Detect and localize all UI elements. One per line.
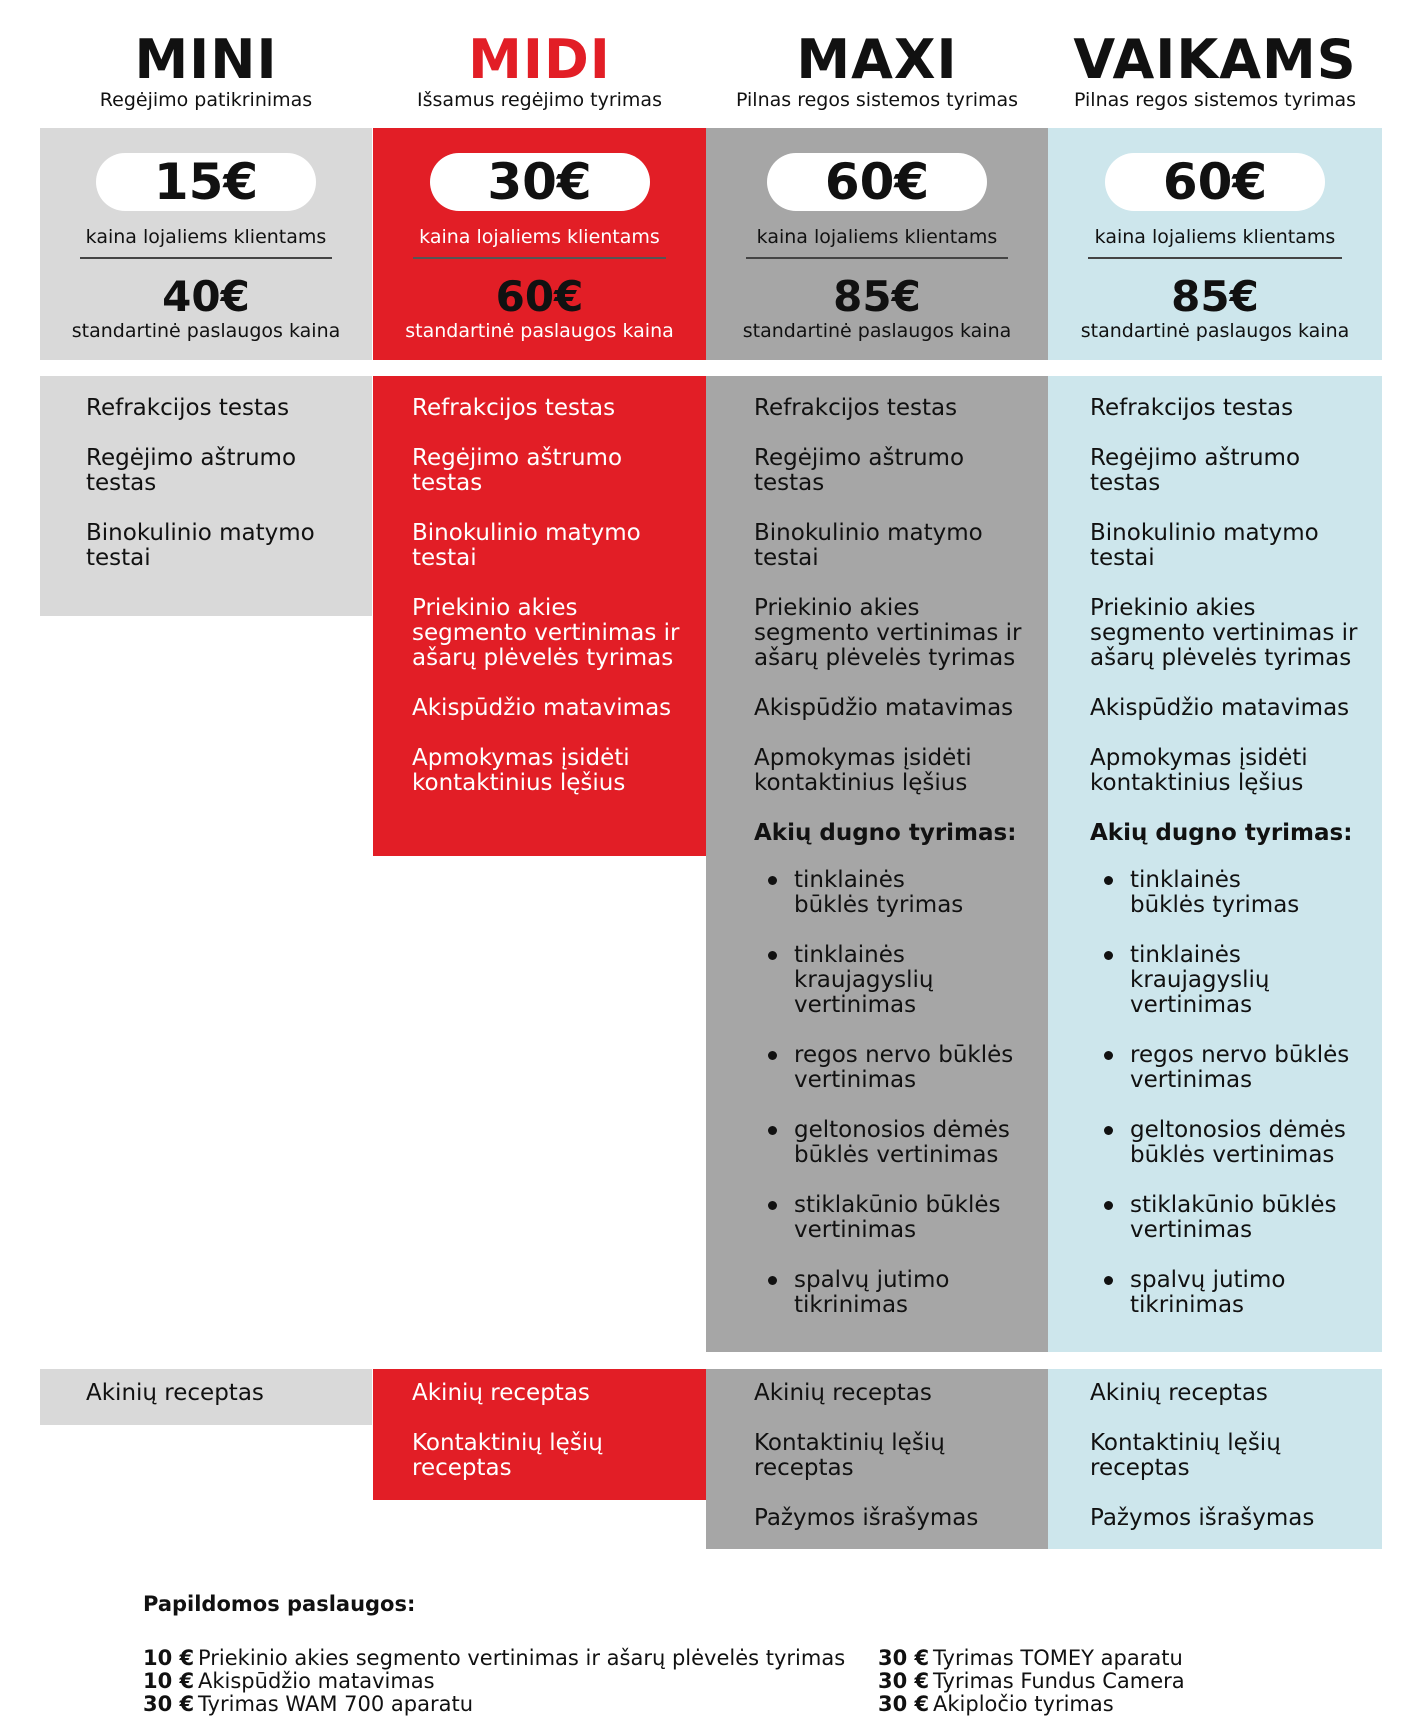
feature-item: Binokulinio matymo testai: [412, 520, 641, 571]
extra-name: Tyrimas WAM 700 aparatu: [198, 1692, 474, 1716]
extra-price: 30 €: [878, 1646, 930, 1670]
prescription-item: Pažymos išrašymas: [754, 1505, 979, 1531]
fundus-item-label: spalvų jutimo tikrinimas: [794, 1267, 950, 1318]
fundus-item: [1090, 1118, 1370, 1168]
fundus-item-label: tinklainės būklės tyrimas: [794, 867, 964, 918]
standard-price: 60€: [495, 272, 584, 321]
fundus-item-label: spalvų jutimo tikrinimas: [1130, 1267, 1286, 1318]
fundus-item: [754, 868, 984, 918]
features-midi: [373, 376, 706, 856]
bullet-icon: [768, 1276, 777, 1285]
plan-title-maxi: MAXI: [796, 28, 958, 91]
extra-name: Akispūdžio matavimas: [198, 1669, 435, 1693]
fundus-item: [1090, 1193, 1370, 1243]
divider: [746, 257, 1008, 259]
price-box-maxi: [706, 128, 1048, 360]
fundus-title: Akių dugno tyrimas:: [754, 820, 1017, 846]
prescription-item: Akinių receptas: [754, 1380, 932, 1406]
feature-item: Apmokymas įsidėti kontaktinius lęšius: [1090, 745, 1308, 796]
plan-subtitle-vaikams: Pilnas regos sistemos tyrimas: [1073, 89, 1357, 111]
feature-item: Regėjimo aštrumo testas: [86, 445, 297, 496]
fundus-item-label: regos nervo būklės vertinimas: [794, 1042, 1014, 1093]
prescription-item: Akinių receptas: [86, 1380, 264, 1406]
prescriptions-midi: [373, 1369, 706, 1500]
features-vaikams: [1048, 376, 1382, 1352]
fundus-item-label: geltonosios dėmės būklės vertinimas: [794, 1117, 1010, 1168]
extras-title: Papildomos paslaugos:: [143, 1592, 416, 1616]
prescription-item: Akinių receptas: [412, 1380, 590, 1406]
standard-price: 85€: [833, 272, 921, 321]
feature-item: Refrakcijos testas: [1090, 395, 1294, 421]
extra-price: 10 €: [143, 1669, 195, 1693]
extra-name: Tyrimas Fundus Camera: [933, 1669, 1185, 1693]
feature-item: Priekinio akies segmento vertinimas ir ašarų plėvelės tyrimas: [412, 595, 680, 671]
standard-price-label: standartinė paslaugos kaina: [742, 320, 1012, 342]
feature-item: Refrakcijos testas: [86, 395, 290, 421]
fundus-item: [1090, 1268, 1320, 1318]
fundus-item: [1090, 1043, 1370, 1093]
plan-subtitle-maxi: Pilnas regos sistemos tyrimas: [735, 89, 1019, 111]
divider: [1088, 257, 1342, 259]
bullet-icon: [1104, 1201, 1113, 1210]
fundus-item: [1090, 943, 1300, 1018]
fundus-title: Akių dugno tyrimas:: [1090, 820, 1353, 846]
fundus-item-label: stiklakūnio būklės vertinimas: [794, 1192, 1001, 1243]
feature-item: Akispūdžio matavimas: [754, 695, 1014, 721]
feature-item: Regėjimo aštrumo testas: [754, 445, 965, 496]
loyal-price-badge: 15€: [96, 153, 316, 211]
loyal-price-badge: 60€: [1105, 153, 1325, 211]
fundus-item: [754, 1268, 984, 1318]
extra-name: Priekinio akies segmento vertinimas ir ašarų plėvelės tyrimas: [198, 1646, 846, 1670]
loyal-price-label: kaina lojaliems klientams: [419, 226, 660, 248]
feature-item: Apmokymas įsidėti kontaktinius lęšius: [754, 745, 972, 796]
bullet-icon: [768, 951, 777, 960]
standard-price-label: standartinė paslaugos kaina: [1080, 320, 1350, 342]
extra-price: 30 €: [878, 1692, 930, 1716]
price-box-midi: [373, 128, 706, 360]
feature-item: Apmokymas įsidėti kontaktinius lęšius: [412, 745, 630, 796]
feature-item: Binokulinio matymo testai: [1090, 520, 1319, 571]
standard-price-label: standartinė paslaugos kaina: [405, 320, 674, 342]
bullet-icon: [1104, 951, 1113, 960]
feature-item: Priekinio akies segmento vertinimas ir ašarų plėvelės tyrimas: [1090, 595, 1358, 671]
feature-item: Akispūdžio matavimas: [1090, 695, 1350, 721]
fundus-item-label: tinklainės kraujagyslių vertinimas: [1130, 942, 1270, 1018]
extra-name: Akipločio tyrimas: [933, 1692, 1114, 1716]
price-box-vaikams: [1048, 128, 1382, 360]
bullet-icon: [1104, 1276, 1113, 1285]
prescriptions-vaikams: [1048, 1369, 1382, 1549]
bullet-icon: [1104, 1126, 1113, 1135]
bullet-icon: [1104, 1051, 1113, 1060]
features-mini: [40, 376, 372, 616]
fundus-item: [754, 943, 964, 1018]
prescription-item: Akinių receptas: [1090, 1380, 1268, 1406]
loyal-price-label: kaina lojaliems klientams: [1094, 226, 1336, 248]
extra-service-row: [143, 1647, 845, 1670]
plan-title-mini: MINI: [134, 28, 278, 91]
extra-service-row: [878, 1647, 1183, 1670]
feature-item: Priekinio akies segmento vertinimas ir ašarų plėvelės tyrimas: [754, 595, 1022, 671]
feature-item: Binokulinio matymo testai: [86, 520, 315, 571]
prescriptions-mini: [40, 1369, 372, 1425]
feature-item: Akispūdžio matavimas: [412, 695, 672, 721]
extra-service-row: [878, 1670, 1185, 1693]
standard-price-label: standartinė paslaugos kaina: [71, 320, 341, 342]
loyal-price-label: kaina lojaliems klientams: [85, 226, 327, 248]
plan-subtitle-mini: Regėjimo patikrinimas: [99, 89, 313, 111]
bullet-icon: [768, 1201, 777, 1210]
prescription-item: Kontaktinių lęšių receptas: [412, 1430, 603, 1481]
feature-item: Regėjimo aštrumo testas: [412, 445, 623, 496]
extra-name: Tyrimas TOMEY aparatu: [933, 1646, 1183, 1670]
fundus-item: [754, 1193, 1034, 1243]
extra-service-row: [878, 1693, 1114, 1716]
prescription-item: Kontaktinių lęšių receptas: [1090, 1430, 1281, 1481]
extra-price: 30 €: [143, 1692, 195, 1716]
feature-item: Refrakcijos testas: [754, 395, 958, 421]
fundus-item: [754, 1043, 1034, 1093]
extra-service-row: [143, 1670, 435, 1693]
extra-service-row: [143, 1693, 473, 1716]
fundus-item-label: geltonosios dėmės būklės vertinimas: [1130, 1117, 1346, 1168]
features-maxi: [706, 376, 1048, 1352]
extra-price: 30 €: [878, 1669, 930, 1693]
fundus-item: [1090, 868, 1320, 918]
loyal-price-badge: 60€: [767, 153, 987, 211]
extra-price: 10 €: [143, 1646, 195, 1670]
loyal-price-badge: 30€: [430, 153, 650, 211]
bullet-icon: [1104, 876, 1113, 885]
bullet-icon: [768, 1051, 777, 1060]
feature-item: Binokulinio matymo testai: [754, 520, 983, 571]
plan-title-midi: MIDI: [468, 28, 611, 91]
prescription-item: Kontaktinių lęšių receptas: [754, 1430, 945, 1481]
divider: [413, 257, 666, 259]
feature-item: Regėjimo aštrumo testas: [1090, 445, 1301, 496]
plan-subtitle-midi: Išsamus regėjimo tyrimas: [417, 89, 662, 111]
standard-price: 85€: [1171, 272, 1259, 321]
plan-title-vaikams: VAIKAMS: [1073, 28, 1357, 91]
feature-item: Refrakcijos testas: [412, 395, 616, 421]
prescription-item: Pažymos išrašymas: [1090, 1505, 1315, 1531]
fundus-item-label: regos nervo būklės vertinimas: [1130, 1042, 1350, 1093]
loyal-price-label: kaina lojaliems klientams: [756, 226, 998, 248]
fundus-item-label: tinklainės kraujagyslių vertinimas: [794, 942, 934, 1018]
fundus-item: [754, 1118, 1034, 1168]
bullet-icon: [768, 876, 777, 885]
fundus-item-label: tinklainės būklės tyrimas: [1130, 867, 1300, 918]
price-box-mini: [40, 128, 372, 360]
divider: [80, 257, 332, 259]
fundus-item-label: stiklakūnio būklės vertinimas: [1130, 1192, 1337, 1243]
bullet-icon: [768, 1126, 777, 1135]
prescriptions-maxi: [706, 1369, 1048, 1549]
standard-price: 40€: [162, 272, 250, 321]
